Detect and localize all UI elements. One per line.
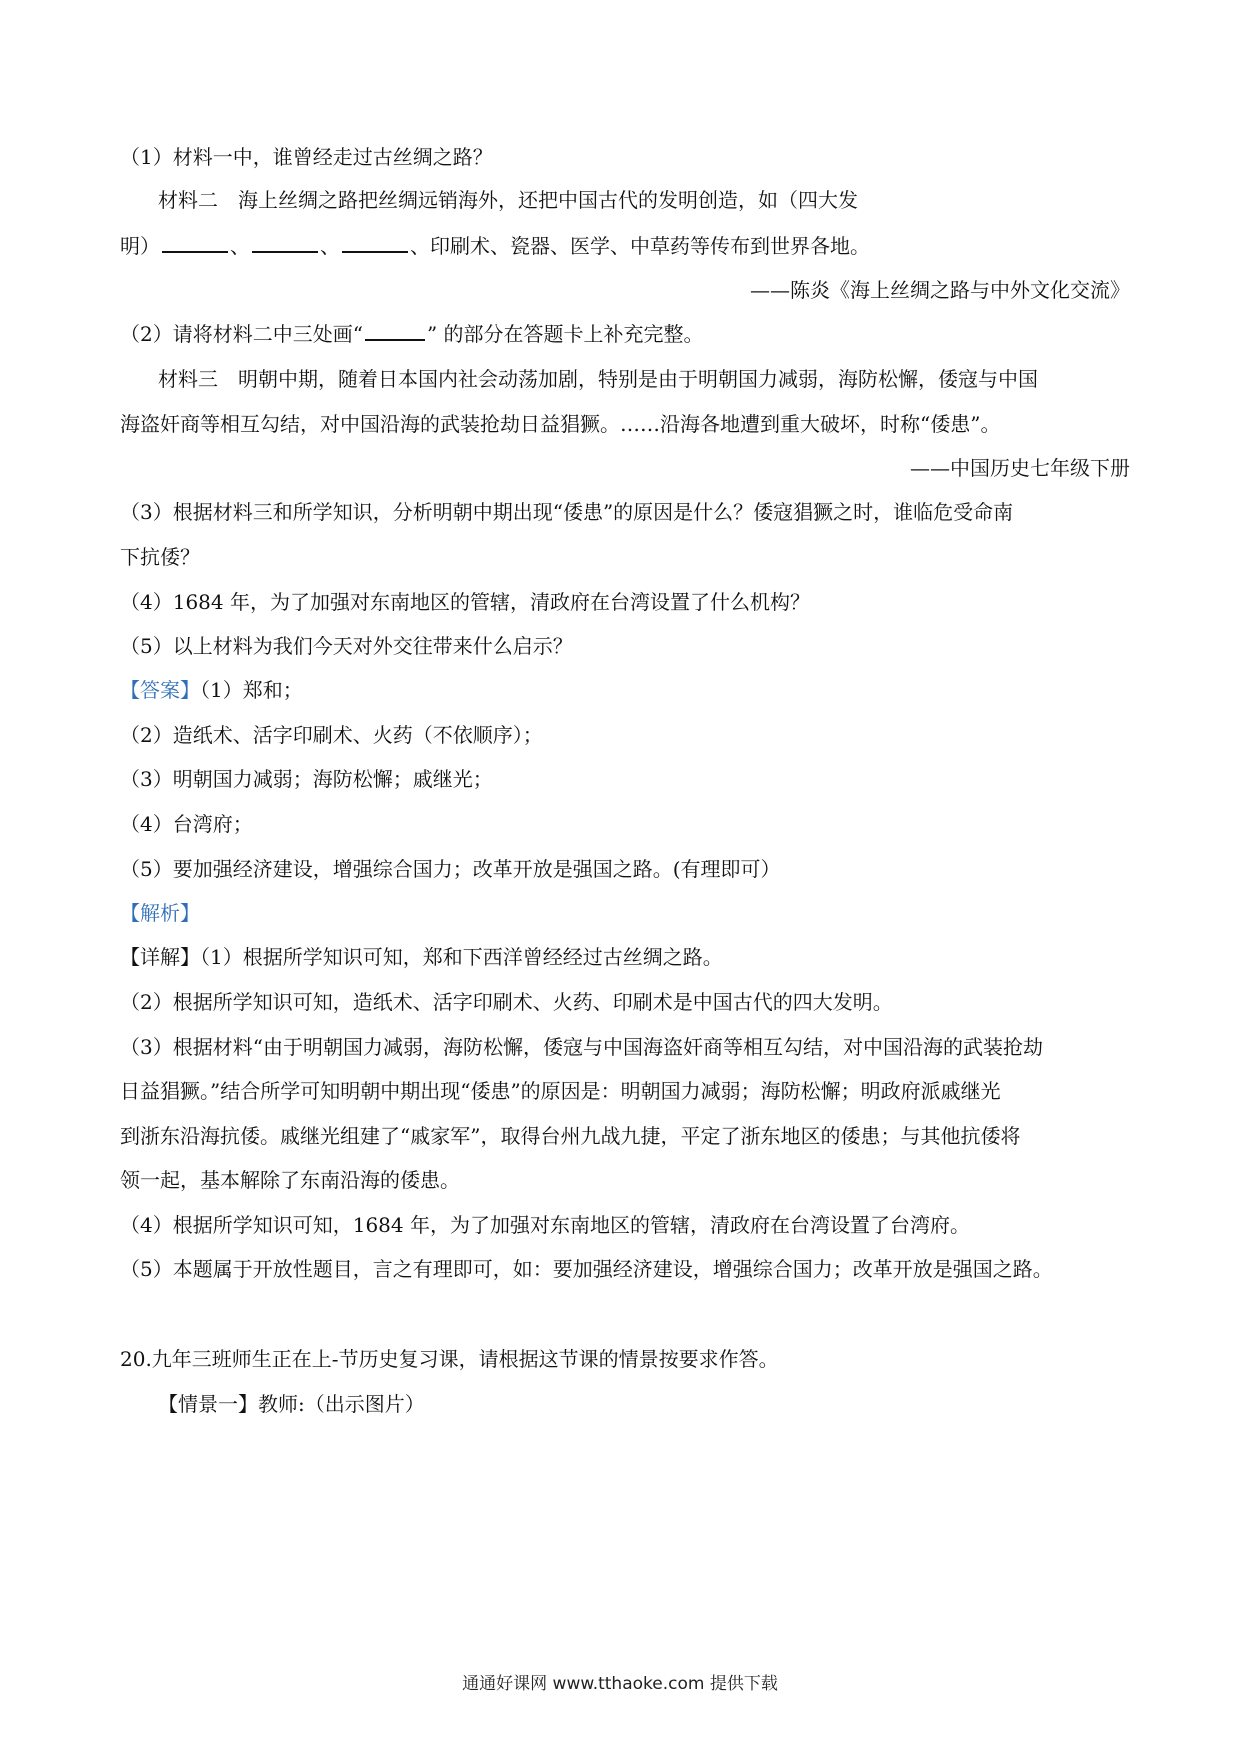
material-2-suffix: 、印刷术、瓷器、医学、中草药等传布到世界各地。 [410,234,870,258]
material-2-line-2 [120,232,1140,260]
detail-3-line-1: （3）根据材料“由于明朝国力减弱，海防松懈，倭寇与中国海盗奸商等相互勾结，对中国沿海的武装抢劫 [120,1035,1043,1059]
detail-5: （5）本题属于开放性题目，言之有理即可，如：要加强经济建设，增强综合国力；改革开放是强国之路。 [120,1257,1053,1281]
detail-label: 【详解】 [120,945,200,969]
question-2 [120,320,1140,348]
answer-label: 【答案】 [120,678,200,702]
scene-1: 【情景一】教师:（出示图片） [158,1392,425,1416]
answer-3: （3）明朝国力减弱；海防松懈；戚继光； [120,767,493,791]
question-1: （1）材料一中，谁曾经走过古丝绸之路？ [120,145,493,169]
separator-1: 、 [230,234,250,258]
detail-3-line-4: 领一起，基本解除了东南沿海的倭患。 [120,1168,460,1192]
page-footer: 通通好课网 www.tthaoke.com 提供下载 [462,1674,778,1694]
answer-2: （2）造纸术、活字印刷术、火药（不依顺序）； [120,723,543,747]
question-3-line-2: 下抗倭？ [120,545,200,569]
question-5: （5）以上材料为我们今天对外交往带来什么启示？ [120,634,573,658]
answer-5: （5）要加强经济建设，增强综合国力；改革开放是强国之路。(有理即可） [120,857,781,881]
answer-4: （4）台湾府； [120,812,253,836]
question-2-suffix: ” 的部分在答题卡上补充完整。 [426,322,704,346]
material-3-source: ——中国历史七年级下册 [910,456,1130,480]
answer-1 [120,676,1140,704]
material-2-prefix: 明） [120,234,160,258]
answer-1-text: （1）郑和； [200,678,303,702]
question-3-line-1: （3）根据材料三和所学知识，分析明朝中期出现“倭患”的原因是什么？倭寇猖獗之时，谁临危受命南 [120,500,1014,524]
fill-blank-sample [365,321,425,341]
detail-3-line-3: 到浙东沿海抗倭。戚继光组建了“戚家军”，取得台州九战九捷，平定了浙东地区的倭患；与其他抗倭将 [120,1124,1021,1148]
material-3-line-1: 材料三 明朝中期，随着日本国内社会动荡加剧，特别是由于明朝国力减弱，海防松懈，倭寇与中国 [158,367,1038,391]
question-2-prefix: （2）请将材料二中三处画“ [120,322,363,346]
question-4: （4）1684 年，为了加强对东南地区的管辖，清政府在台湾设置了什么机构？ [120,590,810,614]
detail-1 [120,943,1140,971]
fill-blank-1 [162,233,228,253]
detail-1-text: （1）根据所学知识可知，郑和下西洋曾经经过古丝绸之路。 [200,945,723,969]
question-20-intro: 20.九年三班师生正在上-节历史复习课，请根据这节课的情景按要求作答。 [120,1347,779,1371]
detail-2: （2）根据所学知识可知，造纸术、活字印刷术、火药、印刷术是中国古代的四大发明。 [120,990,893,1014]
material-2-source: ——陈炎《海上丝绸之路与中外文化交流》 [750,278,1130,302]
separator-2: 、 [320,234,340,258]
analysis-label: 【解析】 [120,901,200,925]
detail-4: （4）根据所学知识可知，1684 年，为了加强对东南地区的管辖，清政府在台湾设置了台湾府。 [120,1213,970,1237]
detail-3-line-2: 日益猖獗。”结合所学可知明朝中期出现“倭患”的原因是：明朝国力减弱；海防松懈；明政府派戚继光 [120,1079,1001,1103]
material-2-line-1: 材料二 海上丝绸之路把丝绸远销海外，还把中国古代的发明创造，如（四大发 [158,188,858,212]
fill-blank-2 [252,233,318,253]
fill-blank-3 [342,233,408,253]
material-3-line-2: 海盗奸商等相互勾结，对中国沿海的武装抢劫日益猖獗。……沿海各地遭到重大破坏，时称“倭患”。 [120,412,1001,436]
